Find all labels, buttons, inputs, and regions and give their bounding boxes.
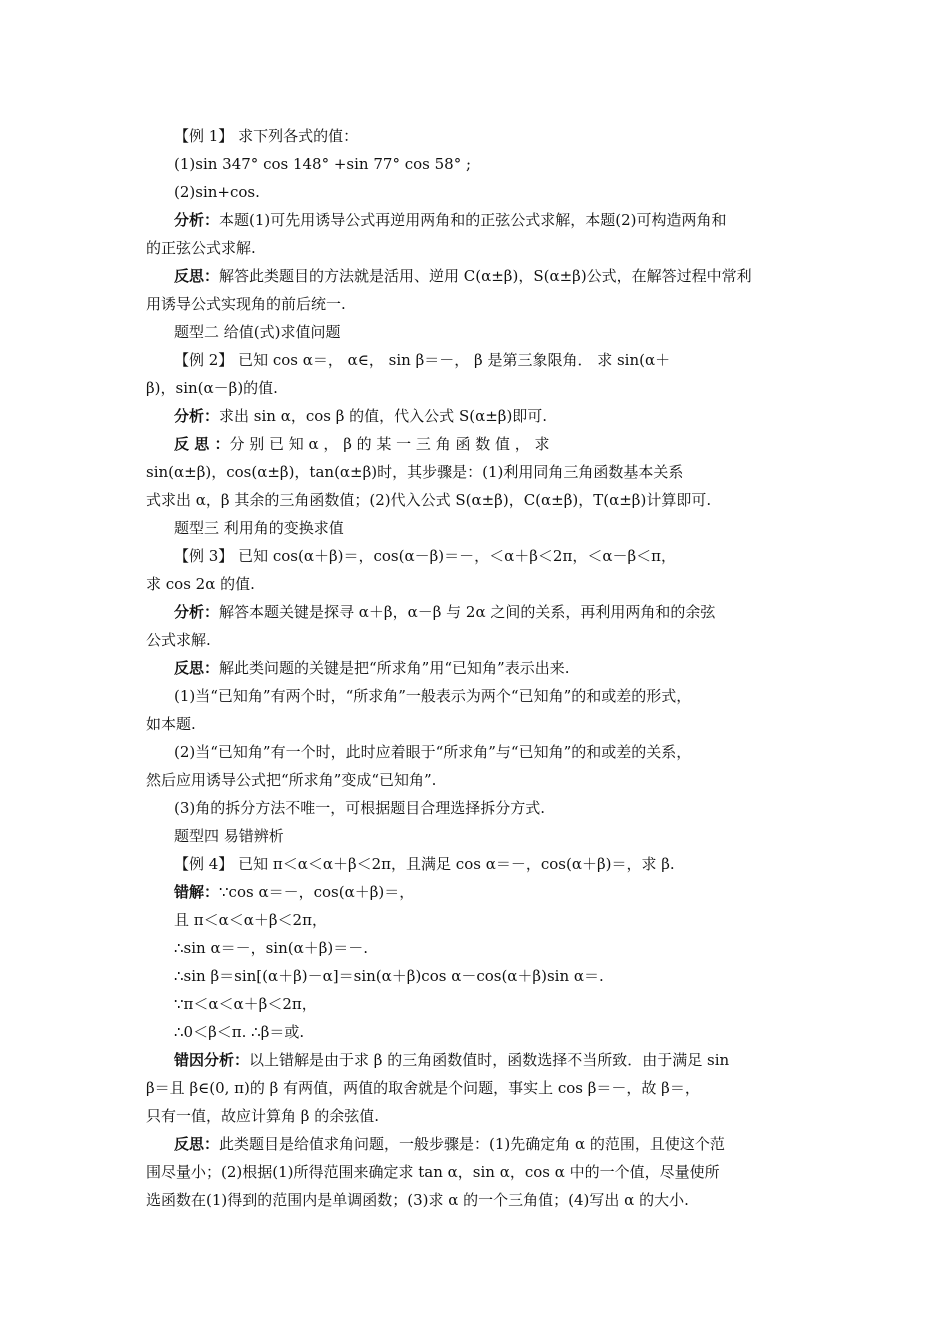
reflection-3-point-2-cont: 然后应用诱导公式把“所求角”变成“已知角”. <box>146 771 437 789</box>
reflection-2-cont-2: 式求出 α，β 其余的三角函数值；(2)代入公式 S(α±β)，C(α±β)，T(α±β)计算即可. <box>146 491 712 509</box>
error-analysis-cont-2: 只有一值，故应计算角 β 的余弦值. <box>146 1107 379 1125</box>
analysis-label: 分析： <box>174 407 220 425</box>
reflection-2-cont: sin(α±β)，cos(α±β)，tan(α±β)时，其步骤是：(1)利用同角三角函数基本关系 <box>146 463 684 481</box>
wrong-solution-step: ∴sin β＝sin[(α＋β)－α]＝sin(α＋β)cos α－cos(α＋β)sin α＝. <box>174 967 604 985</box>
reflection-4-cont: 围尽量小；(2)根据(1)所得范围来确定求 tan α，sin α，cos α 中的一个值，尽量使所 <box>146 1163 720 1181</box>
reflection-label: 反 思 ： <box>174 435 230 453</box>
section-2-title: 题型二 给值(式)求值问题 <box>174 323 341 341</box>
example-1-part-2: (2)sin+cos. <box>174 183 260 201</box>
reflection-text: 解答此类题目的方法就是活用、逆用 C(α±β)，S(α±β)公式，在解答过程中常利 <box>219 267 752 285</box>
reflection-4-cont-2: 选函数在(1)得到的范围内是单调函数；(3)求 α 的一个三角值；(4)写出 α 的大小. <box>146 1191 689 1209</box>
reflection-label: 反思： <box>174 1135 220 1153</box>
analysis-label: 分析： <box>174 211 220 229</box>
wrong-solution-step: ∴sin α＝－，sin(α＋β)＝－. <box>174 939 369 957</box>
analysis-text: 本题(1)可先用诱导公式再逆用两角和的正弦公式求解，本题(2)可构造两角和 <box>219 211 727 229</box>
example-1-part-1: (1)sin 347° cos 148° +sin 77° cos 58° ; <box>174 155 472 173</box>
analysis-1-line <box>146 206 806 234</box>
wrong-solution-step: 且 π＜α＜α＋β＜2π， <box>174 911 327 929</box>
reflection-4-line <box>146 1130 806 1158</box>
example-2-line: 【例 2】 已知 cos α＝， α∈， sin β＝－， β 是第三象限角． 求 sin(α＋ <box>174 351 671 369</box>
analysis-3-cont: 公式求解. <box>146 631 211 649</box>
wrong-solution-text: ∵cos α＝－，cos(α＋β)＝， <box>219 883 415 901</box>
example-2-cont: β)，sin(α－β)的值. <box>146 379 278 397</box>
wrong-solution-label: 错解： <box>174 883 220 901</box>
section-4-title: 题型四 易错辨析 <box>174 827 284 845</box>
wrong-solution-step: ∵π＜α＜α＋β＜2π， <box>174 995 317 1013</box>
reflection-text: 分 别 已 知 α ， β 的 某 一 三 角 函 数 值 ， 求 <box>229 435 550 453</box>
document-body <box>146 122 806 1214</box>
wrong-solution-step: ∴0＜β＜π. ∴β＝或. <box>174 1023 305 1041</box>
example-1-heading: 【例 1】 求下列各式的值： <box>174 127 359 145</box>
analysis-2-line <box>146 402 806 430</box>
example-3-line: 【例 3】 已知 cos(α＋β)＝，cos(α－β)＝－，＜α＋β＜2π，＜α－β＜π， <box>174 547 676 565</box>
reflection-1-cont: 用诱导公式实现角的前后统一. <box>146 295 346 313</box>
reflection-3-line <box>146 654 806 682</box>
reflection-3-point-2: (2)当“已知角”有一个时，此时应着眼于“所求角”与“已知角”的和或差的关系， <box>174 743 692 761</box>
reflection-label: 反思： <box>174 267 220 285</box>
analysis-3-line <box>146 598 806 626</box>
error-analysis-text: 以上错解是由于求 β 的三角函数值时，函数选择不当所致．由于满足 sin <box>249 1051 730 1069</box>
reflection-text: 解此类问题的关键是把“所求角”用“已知角”表示出来. <box>219 659 570 677</box>
analysis-label: 分析： <box>174 603 220 621</box>
reflection-1-line <box>146 262 806 290</box>
analysis-text: 解答本题关键是探寻 α＋β，α－β 与 2α 之间的关系，再利用两角和的余弦 <box>219 603 716 621</box>
example-3-cont: 求 cos 2α 的值. <box>146 575 255 593</box>
error-analysis-cont: β＝且 β∈(0, π)的 β 有两值，两值的取舍就是个问题，事实上 cos β＝－，故 β＝， <box>146 1079 700 1097</box>
reflection-label: 反思： <box>174 659 220 677</box>
section-3-title: 题型三 利用角的变换求值 <box>174 519 344 537</box>
reflection-3-point-1: (1)当“已知角”有两个时，“所求角”一般表示为两个“已知角”的和或差的形式， <box>174 687 692 705</box>
reflection-3-point-3: (3)角的拆分方法不唯一，可根据题目合理选择拆分方式. <box>174 799 546 817</box>
reflection-3-point-1-cont: 如本题. <box>146 715 196 733</box>
wrong-solution-line <box>146 878 806 906</box>
analysis-1-cont: 的正弦公式求解. <box>146 239 256 257</box>
reflection-2-line <box>146 430 806 458</box>
analysis-text: 求出 sin α，cos β 的值，代入公式 S(α±β)即可. <box>219 407 548 425</box>
error-analysis-line <box>146 1046 806 1074</box>
example-4-line: 【例 4】 已知 π＜α＜α＋β＜2π，且满足 cos α＝－，cos(α＋β)＝，求 β. <box>174 855 675 873</box>
reflection-text: 此类题目是给值求角问题，一般步骤是：(1)先确定角 α 的范围，且使这个范 <box>219 1135 725 1153</box>
error-analysis-label: 错因分析： <box>174 1051 250 1069</box>
